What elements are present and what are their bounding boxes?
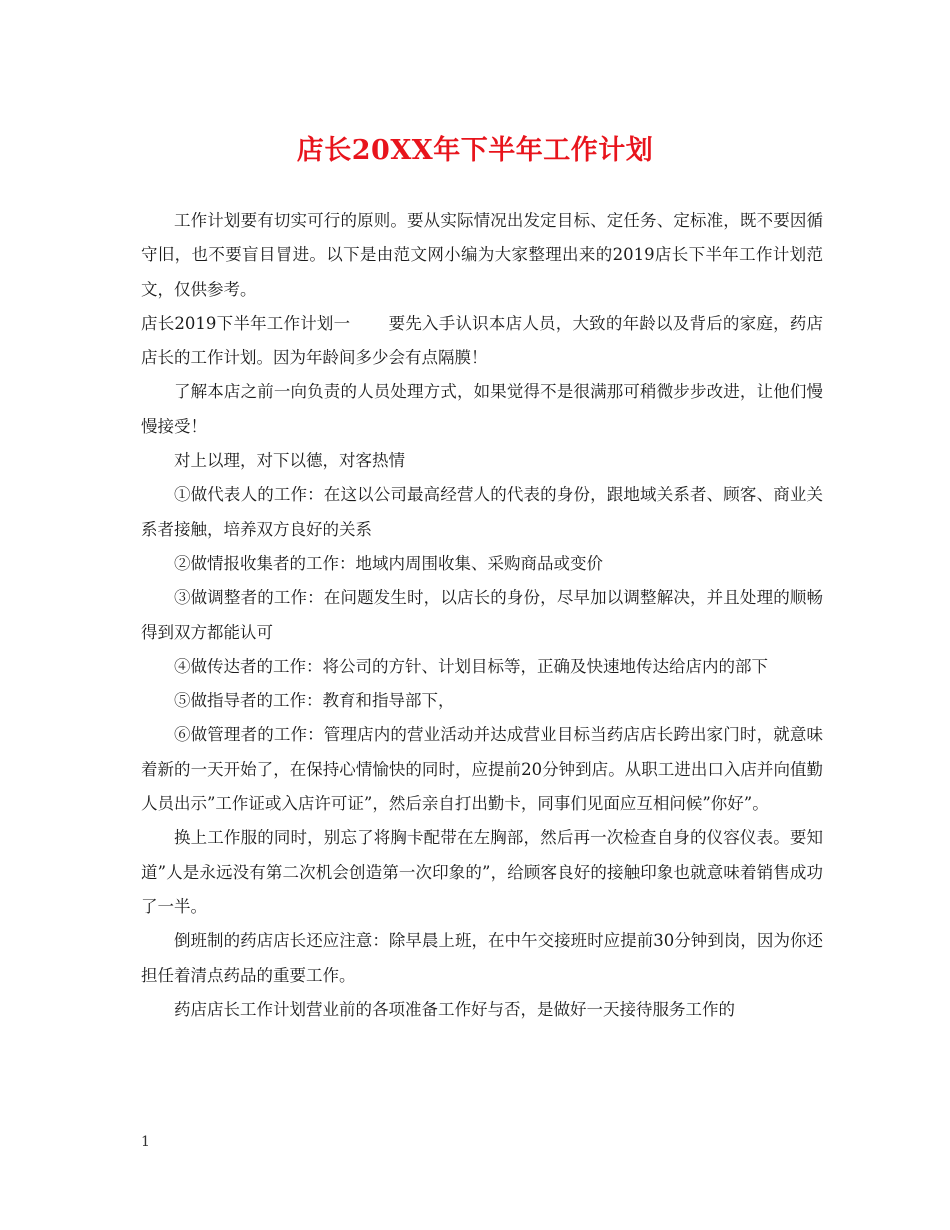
document-title: 店长20XX年下半年工作计划 — [296, 135, 654, 166]
document-body — [141, 204, 823, 1027]
paragraph: 药店店长工作计划营业前的各项准备工作好与否，是做好一天接待服务工作的 — [174, 999, 735, 1019]
paragraph: 换上工作服的同时，别忘了将胸卡配带在左胸部，然后再一次检查自身的仪容仪表。要知道”人是永远没有第二次机会创造第一次印象的”，给顾客良好的接触印象也就意味着销售成功了一半。 — [141, 828, 823, 916]
paragraph-item-3: ③做调整者的工作：在问题发生时，以店长的身份，尽早加以调整解决，并且处理的顺畅得到双方都能认可 — [141, 588, 823, 642]
paragraph-plan-one — [141, 307, 823, 376]
paragraph-item-2: ②做情报收集者的工作：地域内周围收集、采购商品或变价 — [174, 553, 603, 573]
paragraph-intro: 工作计划要有切实可行的原则。要从实际情况出发定目标、定任务、定标准，既不要因循守旧，也不要盲目冒进。以下是由范文网小编为大家整理出来的2019店长下半年工作计划范文，仅供参考。 — [141, 211, 823, 299]
paragraph-item-6: ⑥做管理者的工作：管理店内的营业活动并达成营业目标当药店店长跨出家门时，就意味着新的一天开始了，在保持心情愉快的同时，应提前20分钟到店。从职工进出口入店并向值勤人员出示”工作证或入店许可证”，然后亲自打出勤卡，同事们见面应互相问候”你好”。 — [141, 725, 823, 814]
paragraph-item-1: ①做代表人的工作：在这以公司最高经营人的代表的身份，跟地域关系者、顾客、商业关系者接触，培养双方良好的关系 — [141, 485, 823, 539]
paragraph-item-5: ⑤做指导者的工作：教育和指导部下， — [174, 691, 455, 711]
paragraph: 了解本店之前一向负责的人员处理方式，如果觉得不是很满那可稍微步步改进，让他们慢慢接受！ — [141, 382, 823, 436]
paragraph-item-4: ④做传达者的工作：将公司的方针、计划目标等，正确及快速地传达给店内的部下 — [174, 656, 768, 676]
paragraph: 对上以理，对下以德，对客热情 — [174, 451, 405, 471]
paragraph: 倒班制的药店店长还应注意：除早晨上班，在中午交接班时应提前30分钟到岗，因为你还担任着清点药品的重要工作。 — [141, 931, 823, 985]
page-number: 1 — [141, 1134, 150, 1150]
plan-one-text: 要先入手认识本店人员，大致的年龄以及背后的家庭，药店店长的工作计划。因为年龄间多少会有点隔膜！ — [141, 313, 823, 368]
plan-heading: 店长2019下半年工作计划一 — [141, 313, 351, 333]
